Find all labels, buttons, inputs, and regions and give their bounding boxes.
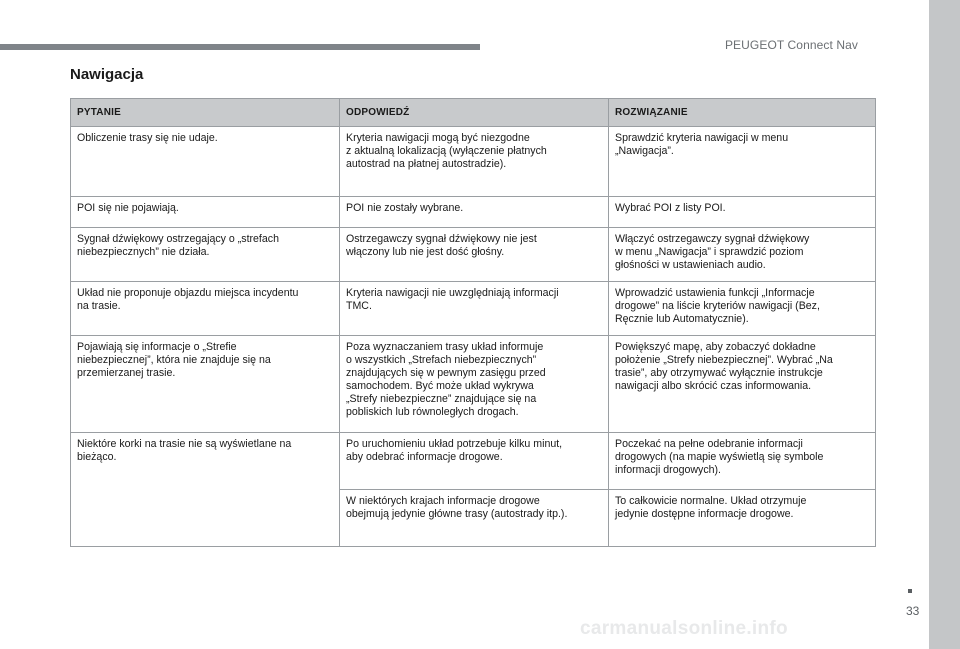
solution-text: Wybrać POI z listy POI. [615, 202, 726, 214]
answer-text: W niektórych krajach informacje drogowe obejmują jedynie główne trasy (autostrady itp.). [346, 495, 568, 520]
question-cell [71, 433, 340, 547]
question-text: Sygnał dźwiękowy ostrzegający o „strefach niebezpiecznych” nie działa. [77, 233, 279, 258]
solution-text: Włączyć ostrzegawczy sygnał dźwiękowy w menu „Nawigacja” i sprawdzić poziom głośności w ustawieniach audio. [615, 233, 810, 271]
answer-cell [340, 228, 609, 282]
question-cell [71, 197, 340, 228]
question-text: Układ nie proponuje objazdu miejsca incydentu na trasie. [77, 287, 299, 312]
header-accent-bar [0, 44, 480, 50]
question-text: Pojawiają się informacje o „Strefie niebezpiecznej”, która nie znajduje się na przemierzanej trasie. [77, 341, 271, 379]
answer-cell [340, 127, 609, 197]
answer-text: Kryteria nawigacji nie uwzględniają informacji TMC. [346, 287, 559, 312]
question-cell [71, 127, 340, 197]
solution-cell [609, 282, 876, 336]
question-text: Niektóre korki na trasie nie są wyświetlane na bieżąco. [77, 438, 292, 463]
table-row [71, 433, 876, 490]
answer-cell [340, 490, 609, 547]
question-text: Obliczenie trasy się nie udaje. [77, 132, 218, 144]
answer-cell [340, 197, 609, 228]
watermark: carmanualsonline.info [580, 618, 788, 639]
question-text: POI się nie pojawiają. [77, 202, 179, 214]
solution-cell [609, 433, 876, 490]
solution-cell [609, 228, 876, 282]
question-cell [71, 336, 340, 433]
solution-text: To całkowicie normalne. Układ otrzymuje jedynie dostępne informacje drogowe. [615, 495, 807, 520]
page-title: Nawigacja [70, 66, 144, 83]
solution-cell [609, 490, 876, 547]
question-cell [71, 228, 340, 282]
column-header-solution: ROZWIĄZANIE [609, 99, 876, 127]
answer-text: Poza wyznaczaniem trasy układ informuje o wszystkich „Strefach niebezpiecznych” znajdujących się w pewnym zasięgu przed samochodem. Być może układ wykrywa „Strefy niebezpieczne” znajdujące się na pobliskich lub równoległych drogach. [346, 341, 546, 418]
table-row [71, 336, 876, 433]
solution-cell [609, 336, 876, 433]
answer-text: Kryteria nawigacji mogą być niezgodne z aktualną lokalizacją (wyłączenie płatnych autostrad na płatnej autostradzie). [346, 132, 547, 170]
table-row [71, 228, 876, 282]
page-number: 33 [906, 604, 920, 618]
table-row [71, 127, 876, 197]
answer-cell [340, 282, 609, 336]
column-header-question: PYTANIE [71, 99, 340, 127]
solution-text: Powiększyć mapę, aby zobaczyć dokładne położenie „Strefy niebezpiecznej”. Wybrać „Na trasie”, aby otrzymywać wyłącznie instrukcje nawigacji albo skrócić czas informowania. [615, 341, 833, 392]
solution-text: Sprawdzić kryteria nawigacji w menu „Nawigacja”. [615, 132, 789, 157]
table-row [71, 197, 876, 228]
page-marker-dot [908, 589, 912, 593]
answer-cell [340, 433, 609, 490]
solution-cell [609, 197, 876, 228]
solution-cell [609, 127, 876, 197]
faq-table [70, 98, 876, 547]
question-cell [71, 282, 340, 336]
table-header-row [71, 99, 876, 127]
answer-cell [340, 336, 609, 433]
table-row [71, 282, 876, 336]
answer-text: Po uruchomieniu układ potrzebuje kilku minut, aby odebrać informacje drogowe. [346, 438, 563, 463]
column-header-answer: ODPOWIEDŹ [340, 99, 609, 127]
solution-text: Poczekać na pełne odebranie informacji drogowych (na mapie wyświetlą się symbole informacji drogowych). [615, 438, 824, 476]
answer-text: POI nie zostały wybrane. [346, 202, 464, 214]
page-edge-strip [929, 0, 960, 649]
solution-text: Wprowadzić ustawienia funkcji „Informacje drogowe” na liście kryteriów nawigacji (Bez, Ręcznie lub Automatycznie). [615, 287, 820, 325]
answer-text: Ostrzegawczy sygnał dźwiękowy nie jest włączony lub nie jest dość głośny. [346, 233, 537, 258]
header-brand: PEUGEOT Connect Nav [724, 38, 858, 52]
